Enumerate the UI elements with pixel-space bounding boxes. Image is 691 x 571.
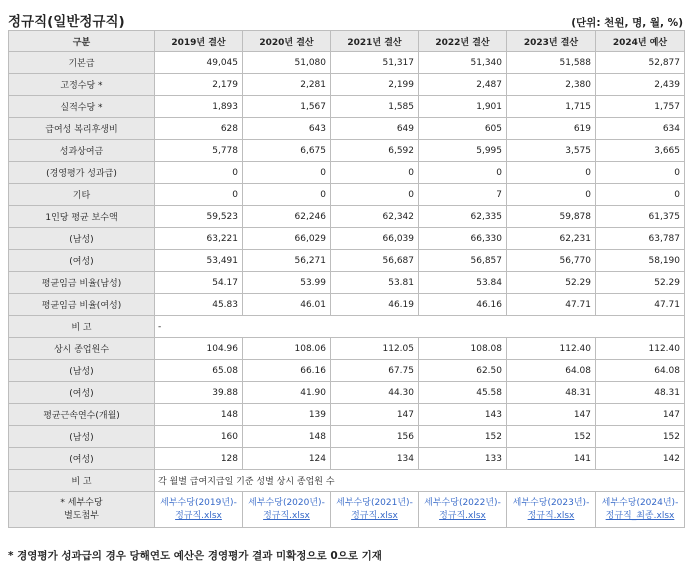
value-cell: 148	[155, 404, 243, 426]
value-cell: 139	[243, 404, 331, 426]
row-label: (남성)	[9, 360, 155, 382]
row-label: 기본급	[9, 52, 155, 74]
value-cell: 1,757	[596, 96, 685, 118]
file-name-line2[interactable]: 정규직.xlsx	[439, 510, 486, 521]
value-cell: 0	[596, 184, 685, 206]
value-cell: 62,231	[507, 228, 596, 250]
value-cell: 3,575	[507, 140, 596, 162]
value-cell: 56,857	[419, 250, 507, 272]
value-cell: 160	[155, 426, 243, 448]
value-cell: 0	[507, 162, 596, 184]
value-cell: 133	[419, 448, 507, 470]
value-cell: 48.31	[507, 382, 596, 404]
value-cell: 49,045	[155, 52, 243, 74]
value-cell: 124	[243, 448, 331, 470]
data-row	[9, 404, 685, 426]
value-cell: 6,592	[331, 140, 419, 162]
value-cell: 128	[155, 448, 243, 470]
value-cell: 66,330	[419, 228, 507, 250]
attachment-file-link[interactable]	[507, 492, 596, 528]
row-label: 비 고	[9, 316, 155, 338]
value-cell: 2,380	[507, 74, 596, 96]
column-header: 2021년 결산	[331, 31, 419, 52]
value-cell: 0	[419, 162, 507, 184]
file-name-line1[interactable]: 세부수당(2019년)-	[160, 497, 237, 508]
file-name-line2[interactable]: 정규직.xlsx	[527, 510, 575, 521]
row-label: 평균근속연수(개월)	[9, 404, 155, 426]
column-header: 2022년 결산	[419, 31, 507, 52]
column-header: 2023년 결산	[507, 31, 596, 52]
value-cell: 141	[507, 448, 596, 470]
value-cell: 47.71	[596, 294, 685, 316]
data-row	[9, 162, 685, 184]
attachment-label-line2: 별도첨부	[64, 510, 99, 521]
row-label: (경영평가 성과급)	[9, 162, 155, 184]
value-cell: 62,335	[419, 206, 507, 228]
value-cell: 0	[507, 184, 596, 206]
column-header: 2020년 결산	[243, 31, 331, 52]
value-cell: 152	[419, 426, 507, 448]
data-row	[9, 250, 685, 272]
note-row	[9, 316, 685, 338]
data-row	[9, 294, 685, 316]
file-name-line1[interactable]: 세부수당(2021년)-	[336, 497, 413, 508]
value-cell: 48.31	[596, 382, 685, 404]
value-cell: 62,342	[331, 206, 419, 228]
value-cell: 134	[331, 448, 419, 470]
value-cell: 5,778	[155, 140, 243, 162]
value-cell: 7	[419, 184, 507, 206]
value-cell: 67.75	[331, 360, 419, 382]
data-row	[9, 426, 685, 448]
row-label: 비 고	[9, 470, 155, 492]
value-cell: 649	[331, 118, 419, 140]
value-cell: 45.58	[419, 382, 507, 404]
value-cell: 47.71	[507, 294, 596, 316]
value-cell: 56,271	[243, 250, 331, 272]
value-cell: 142	[596, 448, 685, 470]
value-cell: 66.16	[243, 360, 331, 382]
data-row	[9, 338, 685, 360]
value-cell: 41.90	[243, 382, 331, 404]
value-cell: 56,770	[507, 250, 596, 272]
data-row	[9, 96, 685, 118]
value-cell: 51,340	[419, 52, 507, 74]
value-cell: 66,039	[331, 228, 419, 250]
data-row	[9, 184, 685, 206]
file-name-line2[interactable]: 정규직_최종.xlsx	[605, 510, 675, 521]
value-cell: 1,585	[331, 96, 419, 118]
value-cell: 59,523	[155, 206, 243, 228]
value-cell: 3,665	[596, 140, 685, 162]
value-cell: 52.29	[596, 272, 685, 294]
value-cell: 2,281	[243, 74, 331, 96]
attachment-file-link[interactable]	[419, 492, 507, 528]
value-cell: 53.84	[419, 272, 507, 294]
value-cell: 0	[331, 184, 419, 206]
row-label: (여성)	[9, 250, 155, 272]
file-name-line1[interactable]: 세부수당(2024년)-	[601, 497, 679, 508]
value-cell: 64.08	[507, 360, 596, 382]
attachment-file-link[interactable]	[331, 492, 419, 528]
attachment-label	[9, 492, 155, 528]
attachment-file-link[interactable]	[155, 492, 243, 528]
value-cell: 53,491	[155, 250, 243, 272]
row-label: 실적수당 *	[9, 96, 155, 118]
value-cell: 46.01	[243, 294, 331, 316]
value-cell: 2,439	[596, 74, 685, 96]
column-header: 구분	[9, 31, 155, 52]
value-cell: 63,787	[596, 228, 685, 250]
data-row	[9, 360, 685, 382]
value-cell: 46.16	[419, 294, 507, 316]
value-cell: 1,901	[419, 96, 507, 118]
value-cell: 59,878	[507, 206, 596, 228]
unit-label: (단위: 천원, 명, 월, %)	[571, 17, 683, 29]
row-label: 기타	[9, 184, 155, 206]
value-cell: 6,675	[243, 140, 331, 162]
value-cell: 1,893	[155, 96, 243, 118]
value-cell: 148	[243, 426, 331, 448]
data-row	[9, 448, 685, 470]
value-cell: 1,567	[243, 96, 331, 118]
value-cell: 108.06	[243, 338, 331, 360]
value-cell: 605	[419, 118, 507, 140]
row-label: (남성)	[9, 426, 155, 448]
note-text: 각 월별 급여지급일 기준 성별 상시 종업원 수	[155, 470, 685, 492]
value-cell: 156	[331, 426, 419, 448]
file-name-line2[interactable]: 정규직.xlsx	[263, 510, 310, 521]
data-row	[9, 272, 685, 294]
value-cell: 147	[331, 404, 419, 426]
data-row	[9, 206, 685, 228]
value-cell: 0	[331, 162, 419, 184]
value-cell: 147	[507, 404, 596, 426]
value-cell: 108.08	[419, 338, 507, 360]
value-cell: 0	[155, 162, 243, 184]
row-label: 상시 종업원수	[9, 338, 155, 360]
value-cell: 619	[507, 118, 596, 140]
value-cell: 56,687	[331, 250, 419, 272]
attachment-row	[9, 492, 685, 528]
data-row	[9, 140, 685, 162]
value-cell: 628	[155, 118, 243, 140]
file-name-line1[interactable]: 세부수당(2020년)-	[248, 497, 325, 508]
row-label: 급여성 복리후생비	[9, 118, 155, 140]
header-row	[9, 31, 685, 52]
value-cell: 104.96	[155, 338, 243, 360]
data-row	[9, 74, 685, 96]
value-cell: 152	[507, 426, 596, 448]
value-cell: 39.88	[155, 382, 243, 404]
value-cell: 112.05	[331, 338, 419, 360]
compensation-table	[8, 30, 685, 528]
value-cell: 52.29	[507, 272, 596, 294]
value-cell: 58,190	[596, 250, 685, 272]
value-cell: 46.19	[331, 294, 419, 316]
column-header: 2024년 예산	[596, 31, 685, 52]
value-cell: 53.99	[243, 272, 331, 294]
value-cell: 634	[596, 118, 685, 140]
row-label: (남성)	[9, 228, 155, 250]
data-row	[9, 118, 685, 140]
row-label: 성과상여금	[9, 140, 155, 162]
row-label: 평균임금 비율(여성)	[9, 294, 155, 316]
value-cell: 51,317	[331, 52, 419, 74]
header	[8, 8, 683, 30]
table-body	[9, 52, 685, 528]
value-cell: 63,221	[155, 228, 243, 250]
value-cell: 2,179	[155, 74, 243, 96]
data-row	[9, 52, 685, 74]
note-text: -	[155, 316, 685, 338]
value-cell: 0	[155, 184, 243, 206]
value-cell: 53.81	[331, 272, 419, 294]
value-cell: 152	[596, 426, 685, 448]
attachment-file-link[interactable]	[596, 492, 685, 528]
attachment-label-line1: * 세부수당	[60, 497, 103, 508]
value-cell: 45.83	[155, 294, 243, 316]
column-header: 2019년 결산	[155, 31, 243, 52]
value-cell: 112.40	[507, 338, 596, 360]
value-cell: 52,877	[596, 52, 685, 74]
value-cell: 62.50	[419, 360, 507, 382]
value-cell: 143	[419, 404, 507, 426]
data-row	[9, 382, 685, 404]
value-cell: 62,246	[243, 206, 331, 228]
file-name-line1[interactable]: 세부수당(2022년)-	[424, 497, 501, 508]
attachment-file-link[interactable]	[243, 492, 331, 528]
value-cell: 2,487	[419, 74, 507, 96]
value-cell: 5,995	[419, 140, 507, 162]
value-cell: 1,715	[507, 96, 596, 118]
value-cell: 65.08	[155, 360, 243, 382]
value-cell: 44.30	[331, 382, 419, 404]
value-cell: 54.17	[155, 272, 243, 294]
row-label: (여성)	[9, 382, 155, 404]
value-cell: 64.08	[596, 360, 685, 382]
value-cell: 112.40	[596, 338, 685, 360]
value-cell: 147	[596, 404, 685, 426]
row-label: 1인당 평균 보수액	[9, 206, 155, 228]
data-row	[9, 228, 685, 250]
value-cell: 0	[596, 162, 685, 184]
row-label: 고정수당 *	[9, 74, 155, 96]
file-name-line2[interactable]: 정규직.xlsx	[175, 510, 222, 521]
value-cell: 2,199	[331, 74, 419, 96]
value-cell: 0	[243, 162, 331, 184]
value-cell: 51,080	[243, 52, 331, 74]
value-cell: 643	[243, 118, 331, 140]
value-cell: 0	[243, 184, 331, 206]
value-cell: 51,588	[507, 52, 596, 74]
value-cell: 61,375	[596, 206, 685, 228]
file-name-line1[interactable]: 세부수당(2023년)-	[512, 497, 590, 508]
footnote: * 경영평가 성과급의 경우 당해연도 예산은 경영평가 결과 미확정으로 0으로 기재	[8, 550, 382, 562]
row-label: 평균임금 비율(남성)	[9, 272, 155, 294]
file-name-line2[interactable]: 정규직.xlsx	[351, 510, 398, 521]
page-title: 정규직(일반정규직)	[8, 14, 125, 30]
value-cell: 66,029	[243, 228, 331, 250]
row-label: (여성)	[9, 448, 155, 470]
note-row	[9, 470, 685, 492]
